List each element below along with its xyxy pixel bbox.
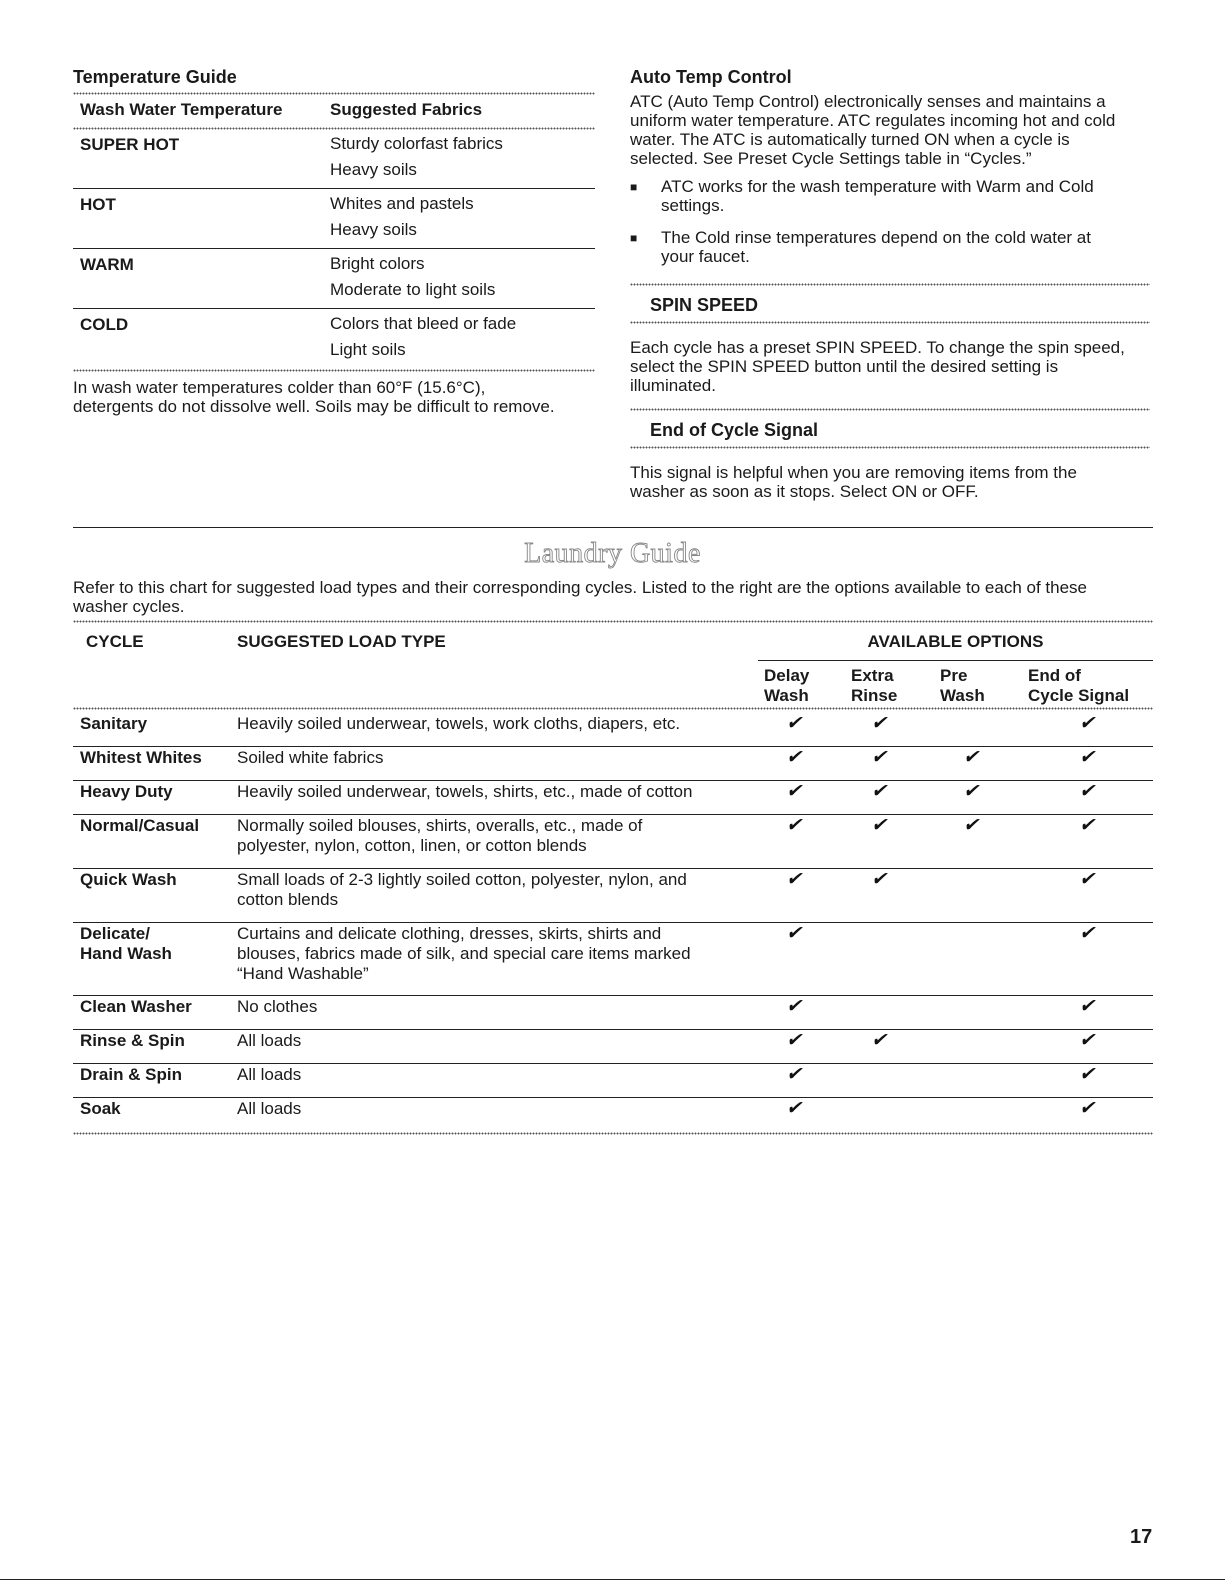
load-type-line: All loads — [237, 1065, 302, 1084]
load-type-line: Soiled white fabrics — [237, 748, 384, 767]
checkmark-icon: ✔ — [1079, 869, 1095, 890]
laundry-intro-line: washer cycles. — [73, 597, 185, 616]
option-header-line: Pre — [940, 666, 968, 685]
column-header-load-type: SUGGESTED LOAD TYPE — [237, 632, 446, 651]
section-divider — [73, 527, 1153, 528]
temperature-guide-title: Temperature Guide — [73, 67, 237, 87]
checkmark-icon: ✔ — [786, 869, 802, 890]
checkmark-icon: ✔ — [1079, 1030, 1095, 1051]
fabric-line: Whites and pastels — [330, 194, 474, 213]
cycle-name-line: Clean Washer — [80, 997, 192, 1016]
load-type — [237, 870, 757, 910]
bullet-text: ATC works for the wash temperature with Warm and Cold — [661, 177, 1094, 196]
fabric-line: Sturdy colorfast fabrics — [330, 134, 503, 153]
dotted-divider — [630, 408, 1150, 411]
load-type-line: Heavily soiled underwear, towels, work cloths, diapers, etc. — [237, 714, 681, 733]
fabric-line: Heavy soils — [330, 160, 417, 179]
checkmark-icon: ✔ — [871, 1030, 887, 1051]
checkmark-icon: ✔ — [786, 815, 802, 836]
load-type-line: Normally soiled blouses, shirts, overalls, etc., made of — [237, 816, 643, 835]
row-divider — [73, 248, 595, 249]
load-type — [237, 816, 757, 856]
checkmark-icon: ✔ — [963, 781, 979, 802]
temperature-note-line: In wash water temperatures colder than 60°F (15.6°C), — [73, 378, 486, 397]
row-divider — [73, 188, 595, 189]
cycle-name-line: Quick Wash — [80, 870, 177, 889]
checkmark-icon: ✔ — [963, 815, 979, 836]
option-header-line: Cycle Signal — [1028, 686, 1130, 705]
temp-name: SUPER HOT — [80, 135, 180, 154]
cycle-name — [80, 714, 230, 734]
auto-temp-line: water. The ATC is automatically turned ON when a cycle is — [630, 130, 1070, 149]
option-header-line: Wash — [940, 686, 985, 705]
cycle-name-line: Normal/Casual — [80, 816, 200, 835]
temp-name: WARM — [80, 255, 134, 274]
row-divider — [73, 814, 1153, 815]
load-type-line: All loads — [237, 1031, 302, 1050]
checkmark-icon: ✔ — [1079, 713, 1095, 734]
page-bottom-edge — [0, 1579, 1225, 1580]
load-type — [237, 1099, 757, 1119]
bullet-text: The Cold rinse temperatures depend on the cold water at — [661, 228, 1091, 247]
bullet-text: your faucet. — [661, 247, 750, 266]
load-type — [237, 997, 757, 1017]
spin-speed-line: Each cycle has a preset SPIN SPEED. To change the spin speed, — [630, 338, 1125, 357]
cycle-name-line: Whitest Whites — [80, 748, 202, 767]
fabric-line: Moderate to light soils — [330, 280, 496, 299]
checkmark-icon: ✔ — [1079, 1098, 1095, 1119]
load-type-line: Heavily soiled underwear, towels, shirts, etc., made of cotton — [237, 782, 693, 801]
column-header-cycle: CYCLE — [86, 632, 144, 651]
cycle-name — [80, 782, 230, 802]
bullet-text: settings. — [661, 196, 725, 215]
checkmark-icon: ✔ — [1079, 996, 1095, 1017]
option-header-line: Delay — [764, 666, 810, 685]
page-number: 17 — [1130, 1526, 1153, 1548]
fabric-line: Light soils — [330, 340, 406, 359]
fabric-line: Colors that bleed or fade — [330, 314, 517, 333]
column-header-available-options: AVAILABLE OPTIONS — [867, 632, 1044, 651]
column-header-fabrics: Suggested Fabrics — [330, 100, 483, 119]
checkmark-icon: ✔ — [871, 869, 887, 890]
checkmark-icon: ✔ — [786, 1098, 802, 1119]
load-type-line: Small loads of 2-3 lightly soiled cotton, polyester, nylon, and — [237, 870, 687, 889]
checkmark-icon: ✔ — [786, 781, 802, 802]
cycle-name — [80, 997, 230, 1017]
checkmark-icon: ✔ — [963, 747, 979, 768]
checkmark-icon: ✔ — [1079, 781, 1095, 802]
cycle-name-line: Hand Wash — [80, 944, 172, 963]
checkmark-icon: ✔ — [871, 781, 887, 802]
checkmark-icon: ✔ — [786, 1030, 802, 1051]
cycle-name-line: Delicate/ — [80, 924, 150, 943]
dotted-divider — [630, 446, 1150, 449]
cycle-name-line: Heavy Duty — [80, 782, 173, 801]
option-header-line: Wash — [764, 686, 809, 705]
row-divider — [73, 995, 1153, 996]
load-type-line: cotton blends — [237, 890, 339, 909]
dotted-divider — [630, 321, 1150, 324]
fabric-line: Heavy soils — [330, 220, 417, 239]
load-type-line: “Hand Washable” — [237, 964, 369, 983]
end-signal-line: washer as soon as it stops. Select ON or OFF. — [630, 482, 979, 501]
checkmark-icon: ✔ — [871, 747, 887, 768]
checkmark-icon: ✔ — [1079, 1064, 1095, 1085]
load-type — [237, 1031, 757, 1051]
option-header-line: Rinse — [851, 686, 898, 705]
spin-speed-title: SPIN SPEED — [650, 295, 759, 315]
dotted-divider — [630, 283, 1150, 286]
dotted-divider — [73, 92, 595, 95]
checkmark-icon: ✔ — [1079, 747, 1095, 768]
laundry-guide-title: Laundry Guide — [524, 538, 701, 569]
spin-speed-line: select the SPIN SPEED button until the desired setting is — [630, 357, 1059, 376]
temp-name: HOT — [80, 195, 116, 214]
row-divider — [73, 922, 1153, 923]
load-type — [237, 748, 757, 768]
dotted-divider — [73, 707, 1153, 710]
row-divider — [73, 1029, 1153, 1030]
row-divider — [73, 746, 1153, 747]
auto-temp-line: uniform water temperature. ATC regulates incoming hot and cold — [630, 111, 1116, 130]
option-header-end-signal — [1028, 666, 1129, 706]
option-header-line: End of — [1028, 666, 1081, 685]
checkmark-icon: ✔ — [786, 747, 802, 768]
load-type — [237, 1065, 757, 1085]
load-type — [237, 782, 757, 802]
options-underline — [758, 660, 1153, 661]
row-divider — [73, 780, 1153, 781]
dotted-divider — [73, 1132, 1153, 1135]
temperature-note-line: detergents do not dissolve well. Soils may be difficult to remove. — [73, 397, 555, 416]
option-header-pre-wash — [940, 666, 985, 706]
cycle-name-line: Drain & Spin — [80, 1065, 183, 1084]
checkmark-icon: ✔ — [786, 1064, 802, 1085]
laundry-intro-line: Refer to this chart for suggested load types and their corresponding cycles. Listed to the right are the options available to each of these — [73, 578, 1087, 597]
cycle-name-line: Sanitary — [80, 714, 148, 733]
end-signal-title: End of Cycle Signal — [650, 420, 819, 440]
load-type-line: blouses, fabrics made of silk, and special care items marked — [237, 944, 691, 963]
checkmark-icon: ✔ — [871, 713, 887, 734]
load-type-line: No clothes — [237, 997, 318, 1016]
load-type-line: All loads — [237, 1099, 302, 1118]
fabric-line: Bright colors — [330, 254, 425, 273]
cycle-name — [80, 870, 230, 890]
load-type — [237, 714, 757, 734]
dotted-divider — [73, 369, 595, 372]
checkmark-icon: ✔ — [786, 996, 802, 1017]
option-header-line: Extra — [851, 666, 894, 685]
checkmark-icon: ✔ — [786, 923, 802, 944]
cycle-name — [80, 816, 230, 836]
row-divider — [73, 1063, 1153, 1064]
cycle-name — [80, 924, 230, 964]
load-type-line: polyester, nylon, cotton, linen, or cotton blends — [237, 836, 587, 855]
cycle-name-line: Soak — [80, 1099, 121, 1118]
checkmark-icon: ✔ — [1079, 815, 1095, 836]
load-type — [237, 924, 757, 984]
bullet-icon: ■ — [630, 180, 638, 194]
checkmark-icon: ✔ — [786, 713, 802, 734]
checkmark-icon: ✔ — [871, 815, 887, 836]
option-header-extra-rinse — [851, 666, 897, 706]
row-divider — [73, 308, 595, 309]
cycle-name-line: Rinse & Spin — [80, 1031, 185, 1050]
cycle-name — [80, 1031, 230, 1051]
end-signal-line: This signal is helpful when you are removing items from the — [630, 463, 1077, 482]
option-header-delay-wash — [764, 666, 809, 706]
row-divider — [73, 1097, 1153, 1098]
cycle-name — [80, 748, 230, 768]
dotted-divider — [73, 620, 1153, 623]
load-type-line: Curtains and delicate clothing, dresses, skirts, shirts and — [237, 924, 662, 943]
spin-speed-line: illuminated. — [630, 376, 716, 395]
cycle-name — [80, 1065, 230, 1085]
dotted-divider — [73, 127, 595, 130]
auto-temp-line: ATC (Auto Temp Control) electronically senses and maintains a — [630, 92, 1106, 111]
bullet-icon: ■ — [630, 231, 638, 245]
auto-temp-title: Auto Temp Control — [630, 67, 792, 87]
row-divider — [73, 868, 1153, 869]
column-header-wash-temp: Wash Water Temperature — [80, 100, 283, 119]
temp-name: COLD — [80, 315, 129, 334]
checkmark-icon: ✔ — [1079, 923, 1095, 944]
cycle-name — [80, 1099, 230, 1119]
auto-temp-line: selected. See Preset Cycle Settings table in “Cycles.” — [630, 149, 1032, 168]
